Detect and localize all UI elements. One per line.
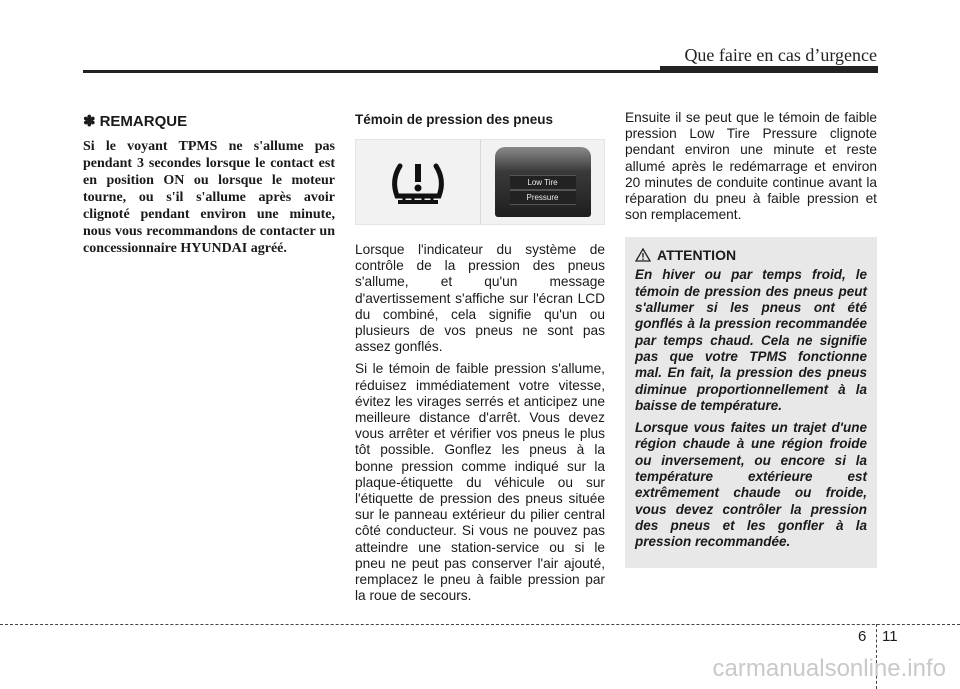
attention-heading bbox=[635, 247, 867, 263]
attention-paragraph-1: En hiver ou par temps froid, le témoin de pression des pneus peut s'allumer si les pneus ont été gonflés à la pression recommandée par temps chaud. Cela ne signifie pas que votre TPMS fonctionne mal. En fait, la pression des pneus diminue proportionnellement à la baisse de température. bbox=[635, 267, 867, 413]
followup-paragraph: Ensuite il se peut que le témoin de faible pression Low Tire Pressure clignote pendant environ une minute et reste allumé après le redémarrage et environ 20 minutes de conduite continue avant la réparation du pneu à faible pression et son remplacement. bbox=[625, 110, 877, 223]
running-header: Que faire en cas d’urgence bbox=[684, 45, 877, 65]
footer-rule bbox=[0, 624, 960, 625]
note-column bbox=[83, 110, 335, 257]
note-body: Si le voyant TPMS ne s'allume pas pendant 3 secondes lorsque le contact est en position ON ou lorsque le moteur tourne, ou s'il s'allume après avoir clignoté pendant environ une minute, nous vous recommandons de contacter un concessionnaire HYUNDAI agréé. bbox=[83, 139, 335, 256]
tpms-symbol-panel bbox=[356, 140, 481, 224]
warning-triangle-icon bbox=[635, 248, 651, 262]
note-title: REMARQUE bbox=[99, 112, 188, 130]
lcd-display bbox=[495, 147, 591, 217]
attention-title: ATTENTION bbox=[657, 247, 737, 264]
attention-box bbox=[625, 237, 877, 568]
indicator-illustration bbox=[355, 139, 605, 225]
asterisk-icon: ✽ bbox=[83, 113, 96, 130]
body-paragraph-1: Lorsque l'indicateur du système de contrôle de la pression des pneus s'allume, et qu'un message d'avertissement s'affiche sur l'écran LCD du combiné, cela signifie qu'un ou plusieurs de vos pneus ne sont pas assez gonflés. bbox=[355, 242, 605, 355]
attention-paragraph-2: Lorsque vous faites un trajet d'une région chaude à une région froide ou inversement, ou encore si la température extérieure est extrêmement chaude ou froide, vous devez contrôler la pression des pneus et les gonfler à la pression recommandée. bbox=[635, 420, 867, 550]
attention-column bbox=[625, 110, 877, 568]
page-number: 11 bbox=[882, 628, 898, 645]
lcd-line-2: Pressure bbox=[510, 190, 576, 205]
chapter-number: 6 bbox=[858, 628, 867, 645]
indicator-section-title: Témoin de pression des pneus bbox=[355, 112, 554, 127]
watermark: carmanualsonline.info bbox=[712, 655, 946, 682]
body-paragraph-2: Si le témoin de faible pression s'allume, réduisez immédiatement votre vitesse, évitez les virages serrés et anticipez une meilleure distance d'arrêt. Vous devez vous arrêter et vérifier vos pneus le plus tôt possible. Gonflez les pneus à la bonne pression comme indiqué sur la plaque-étiquette du véhicule ou sur l'étiquette de pression des pneus située sur le panneau extérieur du pilier central côté conducteur. Si vous ne pouvez pas atteindre une station-service ou si le pneu ne peut pas conserver l'air ajouté, remplacez le pneu à faible pression par la roue de secours. bbox=[355, 361, 605, 604]
note-heading bbox=[83, 112, 335, 130]
lcd-message-panel bbox=[481, 140, 604, 224]
indicator-column bbox=[355, 110, 605, 610]
lcd-line-1: Low Tire bbox=[510, 175, 576, 190]
header-rule-accent bbox=[660, 66, 878, 72]
tpms-warning-icon bbox=[385, 154, 451, 210]
